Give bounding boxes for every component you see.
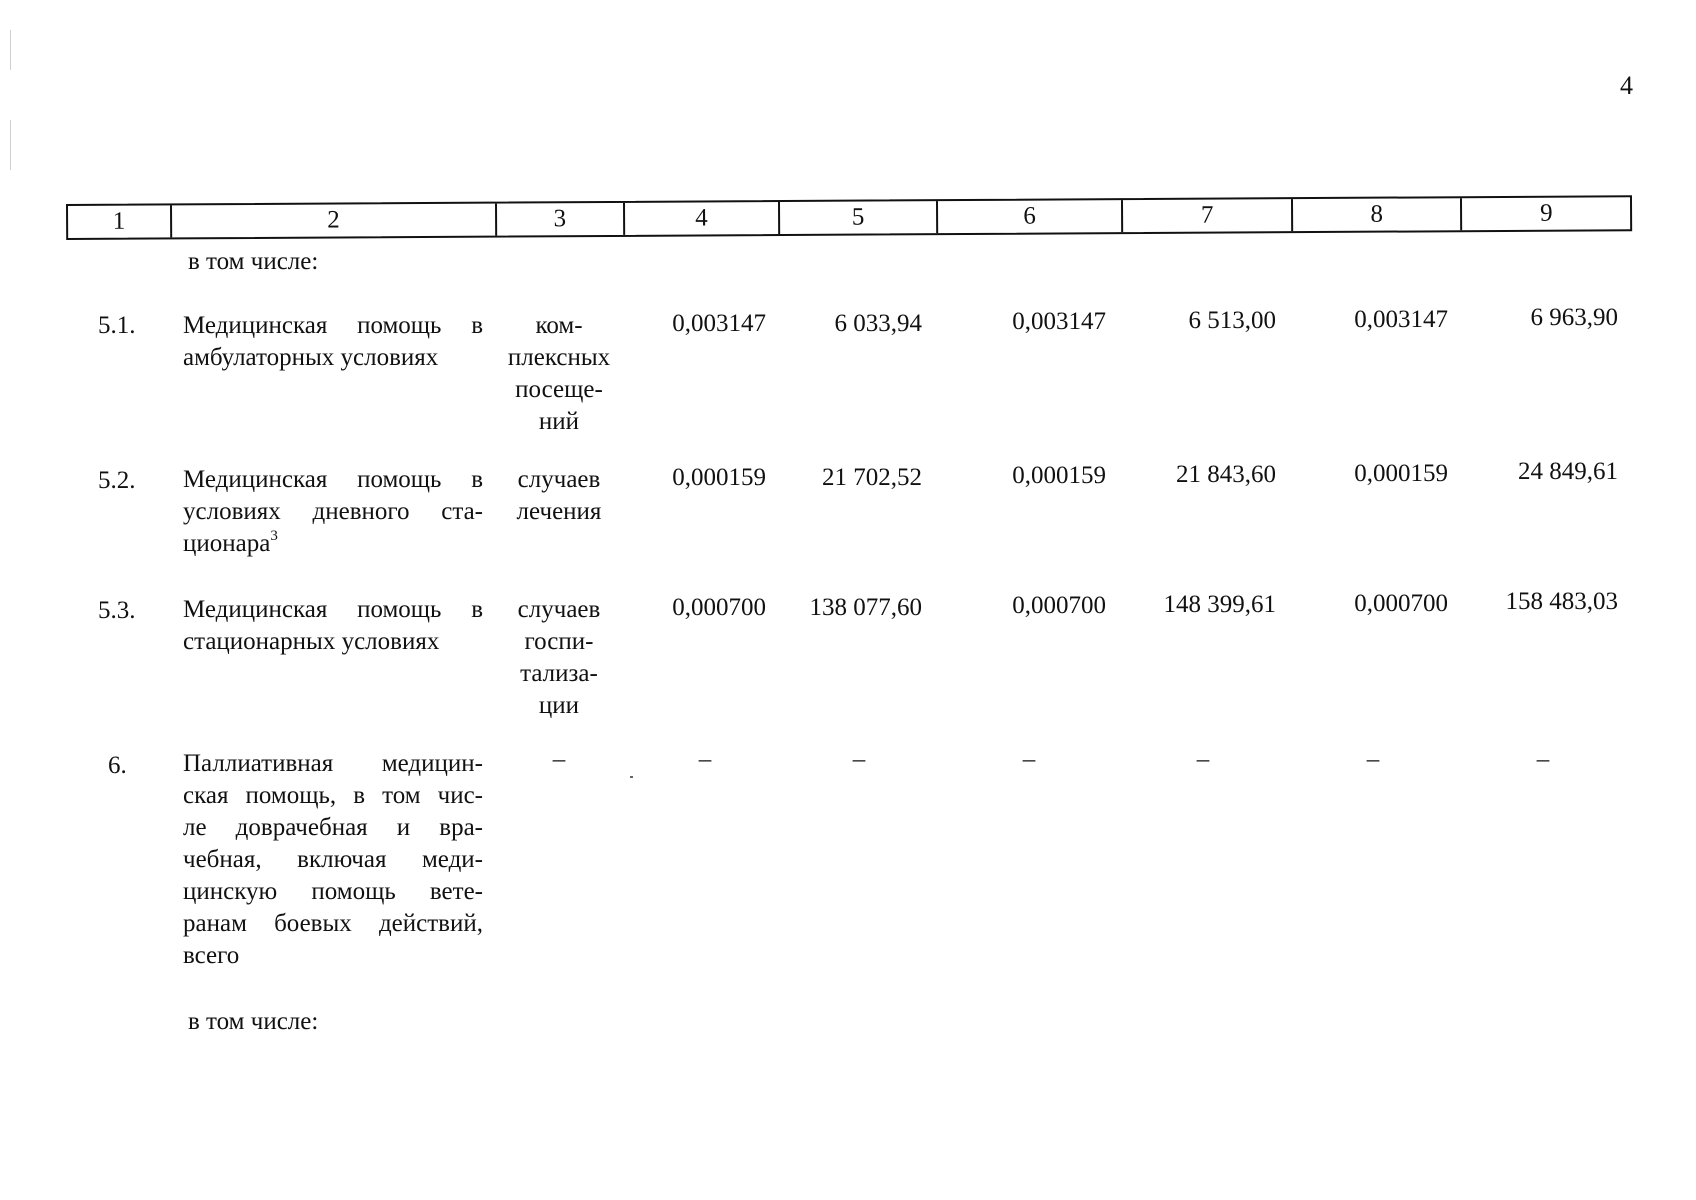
page-number: 4 (1620, 71, 1633, 100)
header-col-8: 8 (1291, 198, 1461, 231)
row-name-line: ле доврачебная и вра- (183, 814, 483, 841)
row-name-line: Паллиативная медицин- (183, 750, 483, 777)
row-name (183, 310, 483, 374)
value-col-8: 0,000700 (1354, 590, 1448, 617)
value-col-4: 0,000159 (672, 464, 766, 491)
column-number-header (66, 195, 1632, 240)
scan-margin-mark (10, 120, 11, 170)
value-col-6: – (1022, 746, 1036, 773)
value-col-4: – (698, 746, 712, 773)
row-unit-line: случаев (517, 466, 601, 493)
row-unit (495, 464, 623, 528)
scan-speck (630, 776, 633, 778)
value-col-9: 24 849,61 (1518, 458, 1618, 485)
value-col-9: 6 963,90 (1530, 304, 1618, 331)
row-unit-line: ком- (535, 312, 583, 339)
value-col-6: 0,003147 (1012, 308, 1106, 335)
row-name-line: цинскую помощь вете- (183, 878, 483, 905)
row-number: 6. (108, 752, 127, 779)
row-name-line (183, 528, 483, 560)
value-col-9: 158 483,03 (1505, 588, 1618, 615)
row-name-line: ская помощь, в том чис- (183, 782, 483, 809)
row-unit: – (552, 746, 566, 773)
row-name-line: Медицинская помощь в (183, 596, 483, 623)
row-number: 5.1. (98, 312, 136, 339)
header-col-9: 9 (1460, 197, 1630, 230)
value-col-4: 0,000700 (672, 594, 766, 621)
value-col-8: 0,000159 (1354, 460, 1448, 487)
row-name-line: Медицинская помощь в (183, 312, 483, 339)
footnote-mark: 3 (270, 527, 278, 544)
row-name-line: Медицинская помощь в (183, 466, 483, 493)
header-col-2: 2 (170, 204, 495, 238)
including-label: в том числе: (188, 248, 319, 275)
row-unit-line: госпи- (524, 628, 594, 655)
row-unit-line: случаев (517, 596, 601, 623)
row-name (183, 464, 483, 560)
row-unit-line: ний (538, 408, 580, 435)
row-name-line: всего (183, 942, 240, 969)
value-col-5: 6 033,94 (834, 310, 922, 337)
scan-margin-mark (10, 30, 11, 70)
including-label: в том числе: (188, 1008, 319, 1035)
row-unit-line: лечения (516, 498, 602, 525)
header-col-5: 5 (778, 201, 936, 234)
row-name-line: ранам боевых действий, (183, 910, 483, 937)
header-col-3: 3 (495, 203, 623, 236)
row-unit-line: тализа- (520, 660, 598, 687)
value-col-7: 21 843,60 (1176, 461, 1276, 488)
row-name-line: условиях дневного ста- (183, 498, 483, 525)
row-name-line: амбулаторных условиях (183, 344, 439, 371)
row-number: 5.3. (98, 597, 136, 624)
value-col-9: – (1536, 746, 1550, 773)
row-number: 5.2. (98, 467, 136, 494)
header-col-1: 1 (112, 207, 126, 235)
value-col-5: – (852, 746, 866, 773)
row-name-line: чебная, включая меди- (183, 846, 483, 873)
row-name-line: стационарных условиях (183, 628, 440, 655)
value-col-4: 0,003147 (672, 310, 766, 337)
value-col-8: – (1366, 746, 1380, 773)
value-col-6: 0,000700 (1012, 592, 1106, 619)
row-unit (495, 310, 623, 438)
row-name (183, 594, 483, 658)
header-col-4: 4 (623, 202, 779, 235)
value-col-7: 6 513,00 (1188, 307, 1276, 334)
header-col-6: 6 (936, 200, 1122, 233)
value-col-8: 0,003147 (1354, 306, 1448, 333)
header-col-7: 7 (1121, 199, 1291, 232)
value-col-7: – (1196, 746, 1210, 773)
value-col-7: 148 399,61 (1163, 591, 1276, 618)
value-col-5: 138 077,60 (809, 594, 922, 621)
row-unit (495, 594, 623, 722)
row-name (183, 748, 483, 972)
value-col-5: 21 702,52 (822, 464, 922, 491)
row-unit-line: ции (538, 692, 580, 719)
row-unit-line: плексных (507, 344, 611, 371)
value-col-6: 0,000159 (1012, 462, 1106, 489)
row-name-text: ционара (183, 530, 271, 557)
row-unit-line: посеще- (515, 376, 603, 403)
